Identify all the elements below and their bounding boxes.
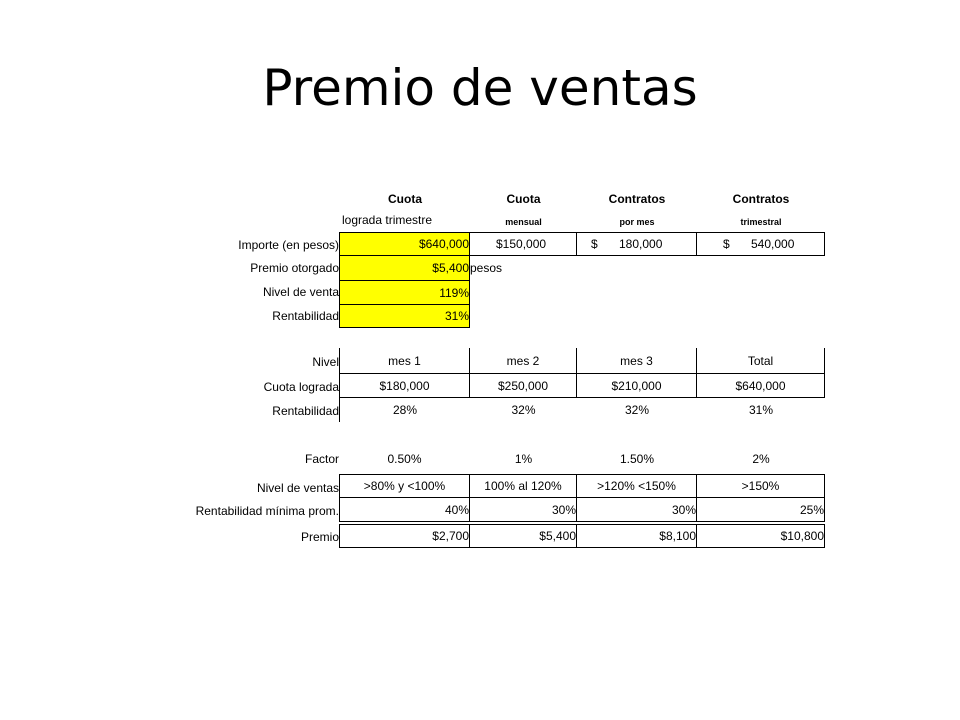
- factor-value: 2%: [752, 452, 770, 466]
- currency-symbol: $: [723, 237, 730, 251]
- premio-value: $5,400: [470, 524, 577, 548]
- header-col3-sub: por mes: [619, 217, 655, 227]
- rentabilidad-value: 32%: [624, 403, 650, 417]
- rentabilidad-total: 31%: [748, 403, 774, 417]
- total-header: Total: [697, 348, 825, 374]
- nivel-ventas-value: 100% al 120%: [470, 474, 577, 498]
- cuota-lograda-value: $180,000: [339, 374, 470, 398]
- month-header: mes 2: [470, 348, 577, 374]
- header-col3-top: Contratos: [608, 192, 666, 206]
- nivel-ventas-value: >80% y <100%: [339, 474, 470, 498]
- rentabilidad-top-value: 31%: [339, 304, 470, 328]
- slide-title: Premio de ventas: [262, 59, 698, 117]
- rentabilidad-minima-value: 30%: [577, 498, 697, 522]
- premio-otorgado-unit: pesos: [470, 261, 503, 275]
- factor-value: 0.50%: [387, 452, 422, 466]
- rentabilidad-value: 32%: [511, 403, 536, 417]
- premio-value: $10,800: [697, 524, 825, 548]
- header-col4-top: Contratos: [732, 192, 790, 206]
- cuota-lograda-value: $250,000: [470, 374, 577, 398]
- rentabilidad-minima-value: 30%: [470, 498, 577, 522]
- importe-cuota-mensual: $150,000: [470, 232, 577, 256]
- importe-contratos-trim: 540,000: [751, 237, 795, 251]
- nivel-ventas-value: >120% <150%: [577, 474, 697, 498]
- premio-otorgado-label: Premio otorgado: [250, 261, 339, 275]
- factor-value: 1%: [514, 452, 533, 466]
- importe-label: Importe (en pesos): [238, 237, 339, 252]
- header-col1-sub: lograda trimestre: [342, 213, 433, 227]
- month-header: mes 3: [577, 348, 697, 374]
- nivel-venta-label: Nivel de venta: [262, 285, 339, 299]
- header-col2-top: Cuota: [506, 192, 541, 206]
- header-col1-top: Cuota: [388, 192, 422, 206]
- cuota-lograda-label: Cuota lograda: [263, 379, 339, 394]
- nivel-ventas-label: Nivel de ventas: [256, 480, 339, 495]
- importe-contratos-mes: 180,000: [619, 237, 663, 251]
- premio-value: $8,100: [577, 524, 697, 548]
- header-col2-sub: mensual: [505, 217, 542, 227]
- factor-label: Factor: [304, 452, 339, 466]
- currency-symbol: $: [591, 237, 598, 251]
- month-header: mes 1: [339, 348, 470, 374]
- importe-cuota-lograda: $640,000: [339, 232, 470, 256]
- header-col4-sub: trimestral: [740, 217, 782, 227]
- nivel-label: Nivel: [312, 355, 339, 369]
- rentabilidad-minima-value: 25%: [697, 498, 825, 522]
- premio-value: $2,700: [339, 524, 470, 548]
- nivel-ventas-value: >150%: [697, 474, 825, 498]
- importe-contratos-trim-cell: [697, 232, 825, 256]
- cuota-lograda-value: $210,000: [577, 374, 697, 398]
- premio-label: Premio: [300, 529, 339, 544]
- rentabilidad-minima-label: Rentabilidad mínima prom.: [195, 503, 339, 518]
- premio-otorgado-value: $5,400: [339, 256, 470, 280]
- rentabilidad-value: 28%: [339, 398, 470, 422]
- rentabilidad-top-label: Rentabilidad: [272, 309, 339, 323]
- importe-contratos-mes-cell: [577, 232, 697, 256]
- rentabilidad-minima-value: 40%: [339, 498, 470, 522]
- rentabilidad-label: Rentabilidad: [272, 403, 339, 418]
- cuota-lograda-total: $640,000: [697, 374, 825, 398]
- nivel-venta-value: 119%: [339, 280, 470, 304]
- factor-value: 1.50%: [619, 452, 655, 466]
